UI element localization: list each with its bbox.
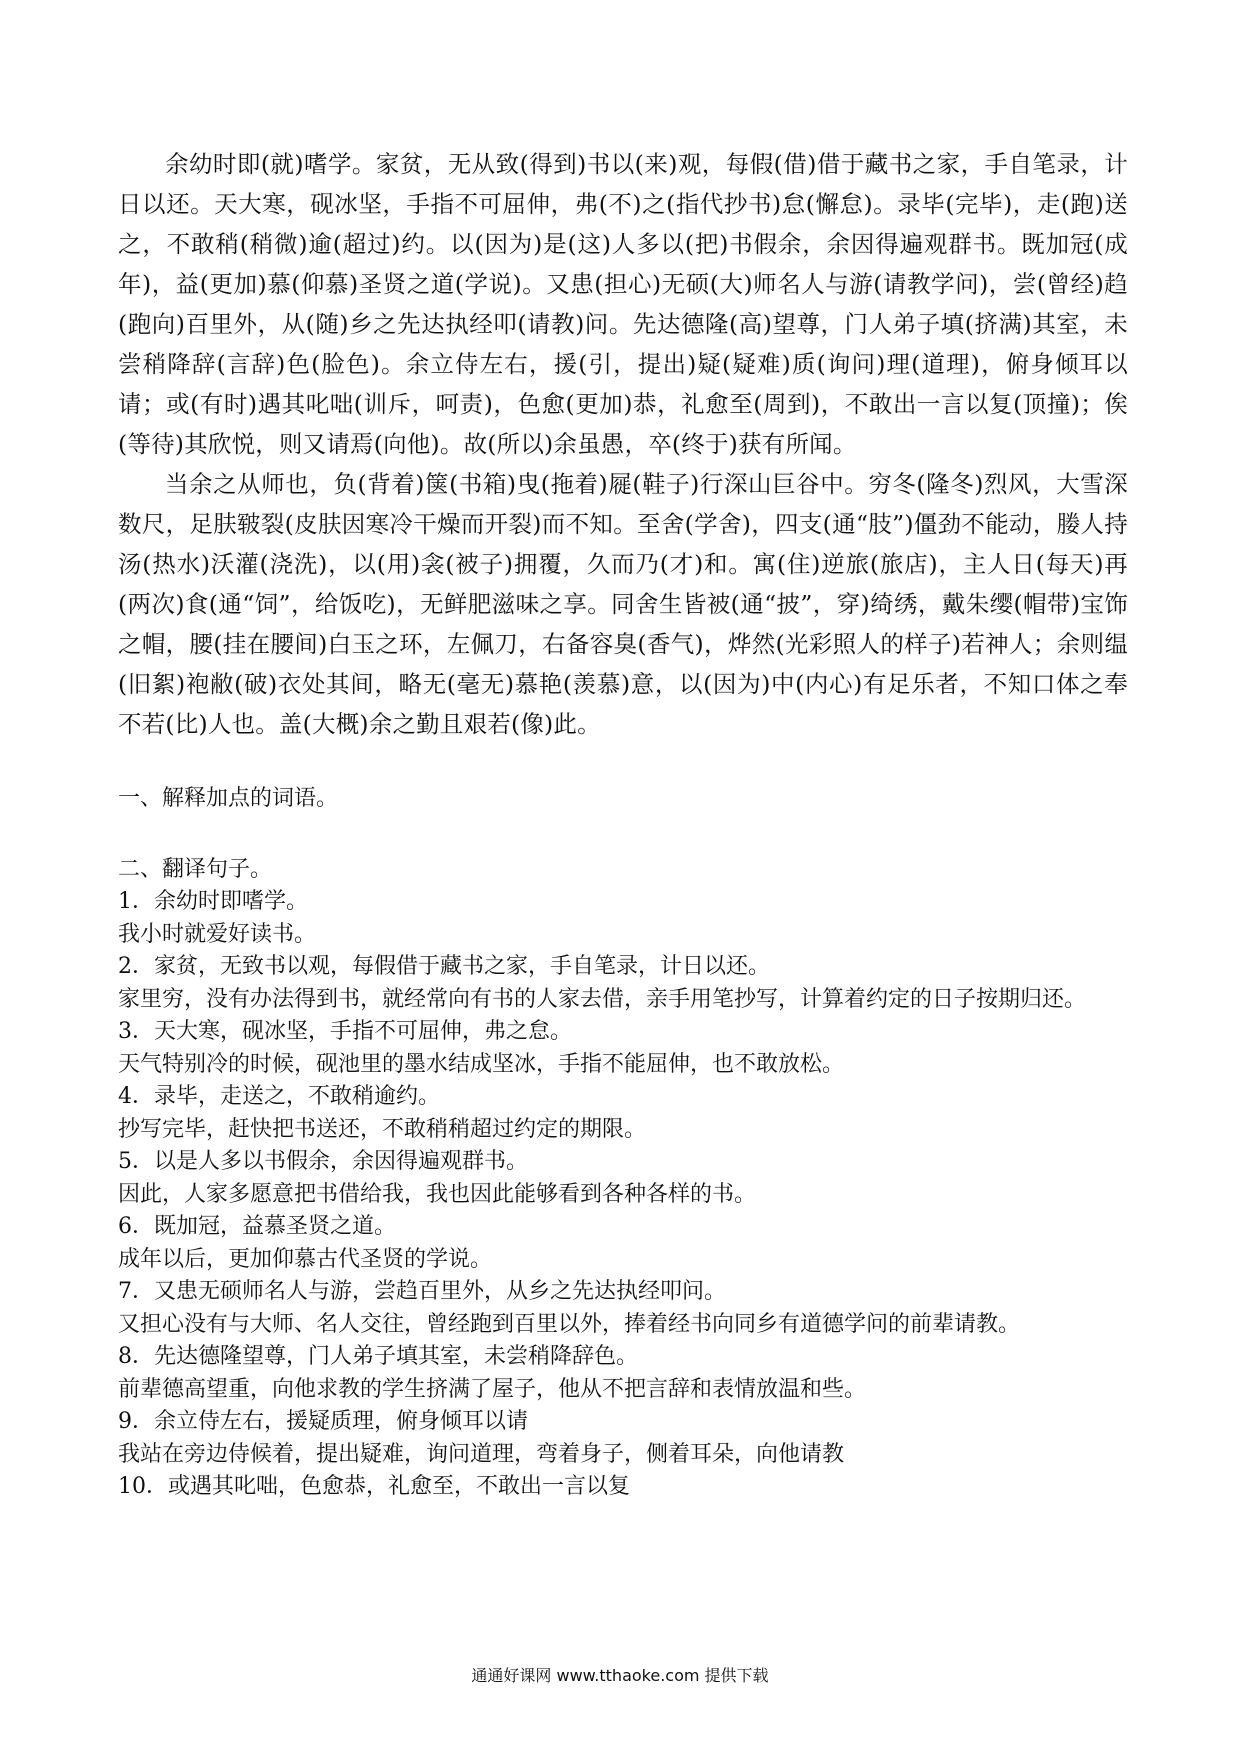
passage-paragraph-1: 余幼时即(就)嗜学。家贫，无从致(得到)书以(来)观，每假(借)借于藏书之家，手自笔录，计日以还。天大寒，砚冰坚，手指不可屈伸，弗(不)之(指代抄书)怠(懈怠)。录毕(完毕)，走(跑)送之，不敢稍(稍微)逾(超过)约。以(因为)是(这)人多以(把)书假余，余因得遍观群书。既加冠(成年)，益(更加)慕(仰慕)圣贤之道(学说)。又患(担心)无硕(大)师名人与游(请教学问)，尝(曾经)趋(跑向)百里外，从(随)乡之先达执经叩(请教)问。先达德隆(高)望尊，门人弟子填(挤满)其室，未尝稍降辞(言辞)色(脸色)。余立侍左右，援(引，提出)疑(疑难)质(询问)理(道理)，俯身倾耳以请；或(有时)遇其叱咄(训斥，呵责)，色愈(更加)恭，礼愈至(周到)，不敢出一言以复(顶撞)；俟(等待)其欣悦，则又请焉(向他)。故(所以)余虽愚，卒(终于)获有所闻。 [118, 150, 1128, 458]
passage-paragraph-2: 当余之从师也，负(背着)箧(书箱)曳(拖着)屣(鞋子)行深山巨谷中。穷冬(隆冬)烈风，大雪深数尺，足肤皲裂(皮肤因寒冷干燥而开裂)而不知。至舍(学舍)，四支(通“肢”)僵劲不能动，媵人持汤(热水)沃灌(浇洗)，以(用)衾(被子)拥覆，久而乃(才)和。寓(住)逆旅(旅店)，主人日(每天)再(两次)食(通“饲”，给饭吃)，无鲜肥滋味之享。同舍生皆被(通“披”，穿)绮绣，戴朱缨(帽带)宝饰之帽，腰(挂在腰间)白玉之环，左佩刀，右备容臭(香气)，烨然(光彩照人的样子)若神人；余则缊(旧絮)袍敝(破)衣处其间，略无(毫无)慕艳(羡慕)意，以(因为)中(内心)有足乐者，不知口体之奉不若(比)人也。盖(大概)余之勤且艰若(像)此。 [118, 470, 1128, 738]
footer-source: 通通好课网 www.tthaoke.com 提供下载 [471, 1666, 769, 1685]
answer-2: 家里穷，没有办法得到书，就经常向有书的人家去借，亲手用笔抄写，计算着约定的日子按期归还。 [118, 986, 1087, 1012]
question-1: 1．余幼时即嗜学。 [118, 889, 308, 914]
question-8: 8．先达德隆望尊，门人弟子填其室，未尝稍降辞色。 [118, 1344, 638, 1369]
answer-8: 前辈德高望重，向他求教的学生挤满了屋子，他从不把言辞和表情放温和些。 [118, 1376, 867, 1402]
question-7: 7．又患无硕师名人与游，尝趋百里外，从乡之先达执经叩问。 [118, 1279, 726, 1304]
question-5: 5．以是人多以书假余，余因得遍观群书。 [118, 1149, 528, 1174]
section-heading-explain: 一、解释加点的词语。 [118, 786, 339, 811]
question-4: 4．录毕，走送之，不敢稍逾约。 [118, 1084, 440, 1109]
answer-6: 成年以后，更加仰慕古代圣贤的学说。 [118, 1246, 493, 1272]
question-10: 10．或遇其叱咄，色愈恭，礼愈至，不敢出一言以复 [118, 1474, 630, 1499]
answer-9: 我站在旁边侍候着，提出疑难，询问道理，弯着身子，侧着耳朵，向他请教 [118, 1441, 845, 1467]
question-6: 6．既加冠，益慕圣贤之道。 [118, 1214, 396, 1239]
question-9: 9．余立侍左右，援疑质理，俯身倾耳以请 [118, 1409, 528, 1434]
answer-7: 又担心没有与大师、名人交往，曾经跑到百里以外，捧着经书向同乡有道德学问的前辈请教。 [118, 1311, 1021, 1337]
question-2: 2．家贫，无致书以观，每假借于藏书之家，手自笔录，计日以还。 [118, 954, 770, 979]
answer-5: 因此，人家多愿意把书借给我，我也因此能够看到各种各样的书。 [118, 1181, 757, 1207]
answer-4: 抄写完毕，赶快把书送还，不敢稍稍超过约定的期限。 [118, 1116, 647, 1142]
section-heading-translate: 二、翻译句子。 [118, 857, 273, 882]
translation-list [118, 886, 1128, 1504]
answer-3: 天气特别冷的时候，砚池里的墨水结成坚冰，手指不能屈伸，也不敢放松。 [118, 1051, 845, 1077]
document-body [118, 144, 1128, 1504]
answer-1: 我小时就爱好读书。 [118, 921, 317, 947]
question-3: 3．天大寒，砚冰坚，手指不可屈伸，弗之怠。 [118, 1019, 572, 1044]
